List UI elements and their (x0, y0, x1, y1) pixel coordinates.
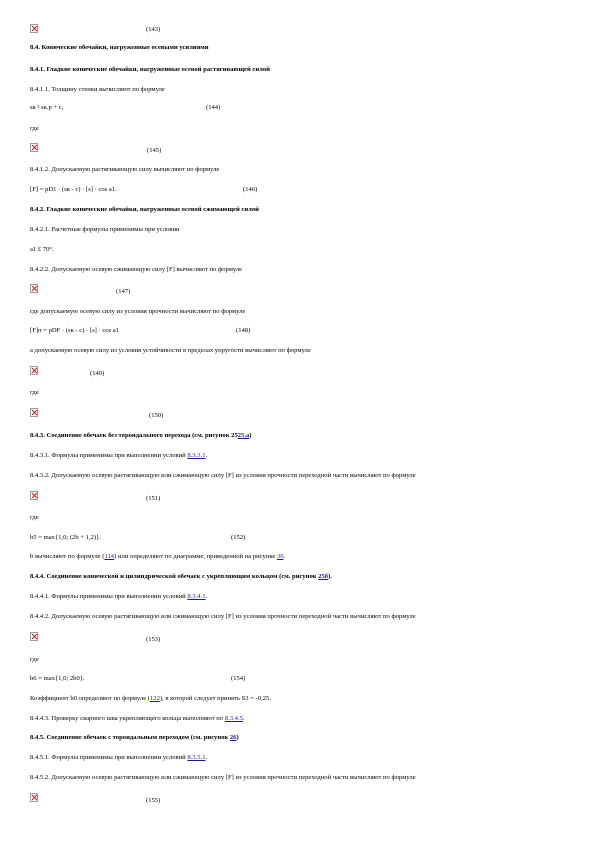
broken-image-icon (30, 632, 38, 641)
paragraph: 8.4.1.1. Толщину стенки вычисляют по формуле (30, 86, 165, 93)
paragraph (30, 593, 207, 601)
section-heading: 8.4. Конические обечайки, нагруженные осевыми усилиями (30, 44, 209, 51)
paragraph: где (30, 656, 39, 663)
paragraph-tail: . (242, 715, 245, 722)
paragraph-text: Коэффициент b0 определяют по формуле ( (30, 695, 150, 702)
equation-number: (155) (146, 797, 161, 804)
equation-number: (146) (243, 186, 258, 193)
paragraph: 8.4.4.2. Допускаемую осевую растягивающую или сжимающую силу [F] из условия прочности переходной части вычисляют по формуле (30, 613, 416, 620)
paragraph: 8.4.2.1. Расчетные формулы применимы при условии (30, 226, 180, 233)
broken-image-icon (30, 366, 38, 375)
paragraph (30, 553, 285, 561)
heading-text: 8.4.4. Соединение конической и цилиндрической обечаек с укрепляющим кольцом (см. рисунок (30, 573, 319, 580)
equation-number: (147) (116, 288, 131, 295)
equation-number: (143) (146, 26, 161, 33)
paragraph: а допускаемую осевую силу из условия устойчивости в пределах упругости вычисляют по формуле (30, 347, 311, 354)
paragraph (30, 452, 207, 460)
heading-tail: ) (236, 734, 239, 741)
paragraph: где (30, 389, 39, 396)
paragraph (30, 754, 207, 762)
heading-tail: ) (249, 432, 252, 439)
formula: [F] = pD1 · (sк - c) · [s] · cos a1. (30, 186, 117, 193)
figure-link[interactable]: 30 (276, 553, 284, 560)
broken-image-icon (30, 408, 38, 417)
broken-image-icon (30, 24, 38, 33)
paragraph: где допускаемую осевую силу из условия прочности вычисляют по формуле (30, 308, 246, 315)
paragraph-tail: . (205, 593, 208, 600)
formula: a1 £ 70°. (30, 246, 54, 253)
formula-link[interactable]: 122 (149, 695, 160, 702)
paragraph-tail: . (205, 452, 208, 459)
paragraph: 8.4.5.2. Допускаемую осевую растягивающую или сжимающую силу [F] из условия прочности переходной части вычисляют по формуле (30, 774, 416, 781)
formula: b5 = max{1,0; (2b + 1,2)}. (30, 534, 101, 541)
subsection-heading: 8.4.2. Гладкие конические обечайки, нагруженные осевой сжимающей силой (30, 206, 259, 213)
broken-image-icon (30, 491, 38, 500)
paragraph: 8.4.2.2. Допускаемую осевую сжимающую силу [F] вычисляют по формуле (30, 266, 243, 273)
equation-number: (148) (236, 327, 251, 334)
formula: b6 = max{1,0; 2b0}. (30, 675, 85, 682)
paragraph (30, 695, 271, 703)
figure-link[interactable]: 25,а (237, 432, 250, 439)
paragraph-text: 8.4.5.1. Формулы применимы при выполнении условий (30, 754, 186, 761)
figure-link[interactable]: 26 (229, 734, 237, 741)
formula: sк ³ sк.р + c, (30, 104, 64, 111)
formula: [F]п = pDF · (sк - c) · [s] · cos a1 (30, 327, 120, 334)
section-link[interactable]: 8.3.4.5 (224, 715, 243, 722)
subsection-heading (30, 734, 239, 742)
heading-text: 8.4.5. Соединение обечаек с тороидальным переходом (см. рисунок (30, 734, 230, 741)
paragraph: где (30, 514, 39, 521)
paragraph-tail: . (205, 754, 208, 761)
broken-image-icon (30, 284, 38, 293)
equation-number: (150) (149, 412, 164, 419)
broken-image-icon (30, 793, 38, 802)
heading-tail: ). (328, 573, 332, 580)
equation-number: (152) (231, 534, 246, 541)
paragraph-tail: . (283, 553, 286, 560)
paragraph-text: b вычисляют по формуле ( (30, 553, 105, 560)
broken-image-icon (30, 143, 38, 152)
section-link[interactable]: 8.3.4.1 (187, 593, 206, 600)
equation-number: (151) (146, 495, 161, 502)
equation-number: (144) (206, 104, 221, 111)
paragraph-text: 8.4.4.1. Формулы применимы при выполнении условий (30, 593, 186, 600)
equation-number: (149) (90, 370, 105, 377)
subsection-heading (30, 573, 332, 581)
section-link[interactable]: 8.3.5.1 (187, 754, 206, 761)
paragraph (30, 715, 245, 723)
paragraph-text: ) или определяют по диаграмме, приведенной на рисунке (114, 553, 277, 560)
heading-text: 8.4.3. Соединение обечаек без тороидального перехода (см. рисунок 25 (30, 432, 238, 439)
paragraph-text: 8.4.4.3. Проверку сварного шва укрепляющего кольца выполняют по (30, 715, 225, 722)
equation-number: (154) (231, 675, 246, 682)
paragraph: где (30, 125, 39, 132)
formula-link[interactable]: 114 (104, 553, 115, 560)
paragraph-text: 8.4.3.1. Формулы применимы при выполнении условий (30, 452, 186, 459)
paragraph-tail: ), в которой следует принять S3 = -0,25. (159, 695, 271, 702)
figure-link[interactable]: 25б (318, 573, 329, 580)
equation-number: (153) (146, 636, 161, 643)
paragraph: 8.4.1.2. Допускаемую растягивающую силу вычисляют по формуле (30, 166, 220, 173)
subsection-heading (30, 432, 252, 440)
equation-number: (145) (147, 147, 162, 154)
subsection-heading: 8.4.1. Гладкие конические обечайки, нагруженные осевой растягивающей силой (30, 66, 270, 73)
paragraph: 8.4.3.2. Допускаемую осевую растягивающую или сжимающую силу [F] из условия прочности переходной части вычисляют по формуле (30, 472, 416, 479)
section-link[interactable]: 8.3.3.1 (187, 452, 206, 459)
